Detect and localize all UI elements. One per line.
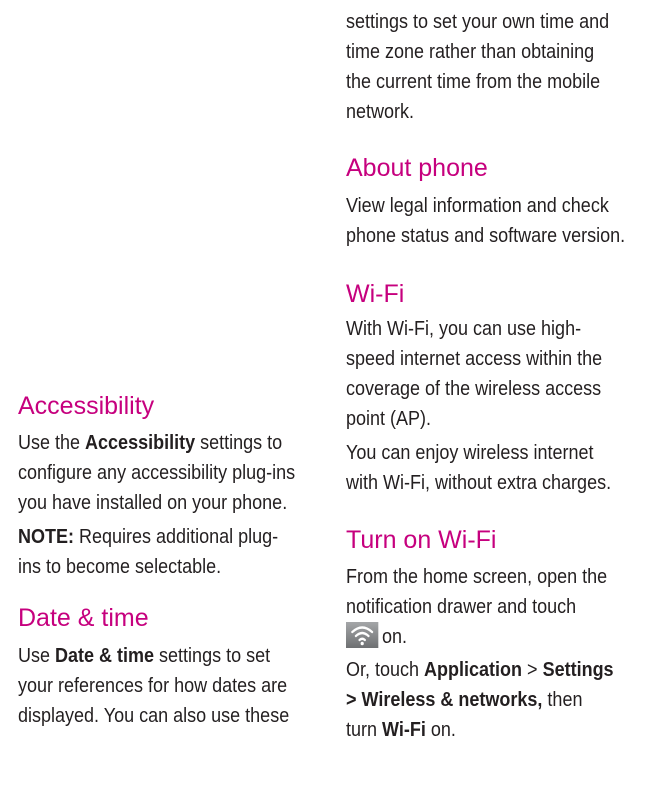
settings-term: Settings xyxy=(542,659,614,681)
continued-line2: time zone rather than obtaining xyxy=(346,41,595,63)
accessibility-heading: Accessibility xyxy=(18,392,155,420)
accessibility-p1-line2: configure any accessibility plug-ins xyxy=(18,462,296,484)
wifi-p1-line2: speed internet access within the xyxy=(346,348,603,370)
continued-line1: settings to set your own time and xyxy=(346,11,610,33)
date-time-paragraph xyxy=(18,641,318,731)
date-time-p1-line3: displayed. You can also use these xyxy=(18,705,290,727)
application-term: Application xyxy=(424,659,523,681)
wifi-paragraph-1 xyxy=(346,314,646,434)
wifi-p2-line2: with Wi-Fi, without extra charges. xyxy=(346,472,612,494)
wifi-p1-line3: coverage of the wireless access xyxy=(346,378,602,400)
about-phone-line2: phone status and software version. xyxy=(346,225,626,247)
turn-on-p1-line2: notification drawer and touch xyxy=(346,596,577,618)
date-time-p1-line2: your references for how dates are xyxy=(18,675,288,697)
turn-on-p2-sep: > xyxy=(522,659,543,681)
accessibility-p1-line3: you have installed on your phone. xyxy=(18,492,288,514)
turn-on-p2-line2-after: then xyxy=(542,689,583,711)
wifi-paragraph-2 xyxy=(346,438,646,498)
accessibility-paragraph xyxy=(18,428,318,518)
turn-on-p2-before: Or, touch xyxy=(346,659,425,681)
turn-on-p2-line3-before: turn xyxy=(346,719,383,741)
about-phone-paragraph xyxy=(346,191,646,251)
wifi-p1-line1: With Wi-Fi, you can use high- xyxy=(346,318,582,340)
accessibility-p1-line1-after: settings to xyxy=(195,432,283,454)
date-time-term: Date & time xyxy=(55,645,155,667)
turn-on-p2-line3-after: on. xyxy=(425,719,456,741)
continued-line3: the current time from the mobile xyxy=(346,71,601,93)
note-line1-after: Requires additional plug- xyxy=(73,526,279,548)
accessibility-term: Accessibility xyxy=(85,432,196,454)
wireless-networks-term: > Wireless & networks, xyxy=(346,689,543,711)
accessibility-note xyxy=(18,522,318,582)
about-phone-line1: View legal information and check xyxy=(346,195,609,217)
turn-on-p1-line3: on. xyxy=(382,626,408,648)
date-time-p1-before: Use xyxy=(18,645,56,667)
date-time-p1-line1-after: settings to set xyxy=(154,645,271,667)
continued-line4: network. xyxy=(346,101,415,123)
date-time-heading: Date & time xyxy=(18,604,149,632)
turn-on-wifi-paragraph-1 xyxy=(346,562,646,652)
wifi-p2-line1: You can enjoy wireless internet xyxy=(346,442,594,464)
turn-on-p1-line1: From the home screen, open the xyxy=(346,566,608,588)
turn-on-wifi-heading: Turn on Wi-Fi xyxy=(346,526,497,554)
turn-on-wifi-paragraph-2 xyxy=(346,655,646,745)
note-line2: ins to become selectable. xyxy=(18,556,222,578)
about-phone-heading: About phone xyxy=(346,154,488,182)
wifi-term: Wi-Fi xyxy=(382,719,426,741)
wifi-p1-line4: point (AP). xyxy=(346,408,432,430)
accessibility-p1-before: Use the xyxy=(18,432,86,454)
note-label: NOTE: xyxy=(18,526,74,548)
date-time-continued-paragraph xyxy=(346,7,646,127)
wifi-heading: Wi-Fi xyxy=(346,280,405,308)
wifi-icon xyxy=(346,622,378,648)
